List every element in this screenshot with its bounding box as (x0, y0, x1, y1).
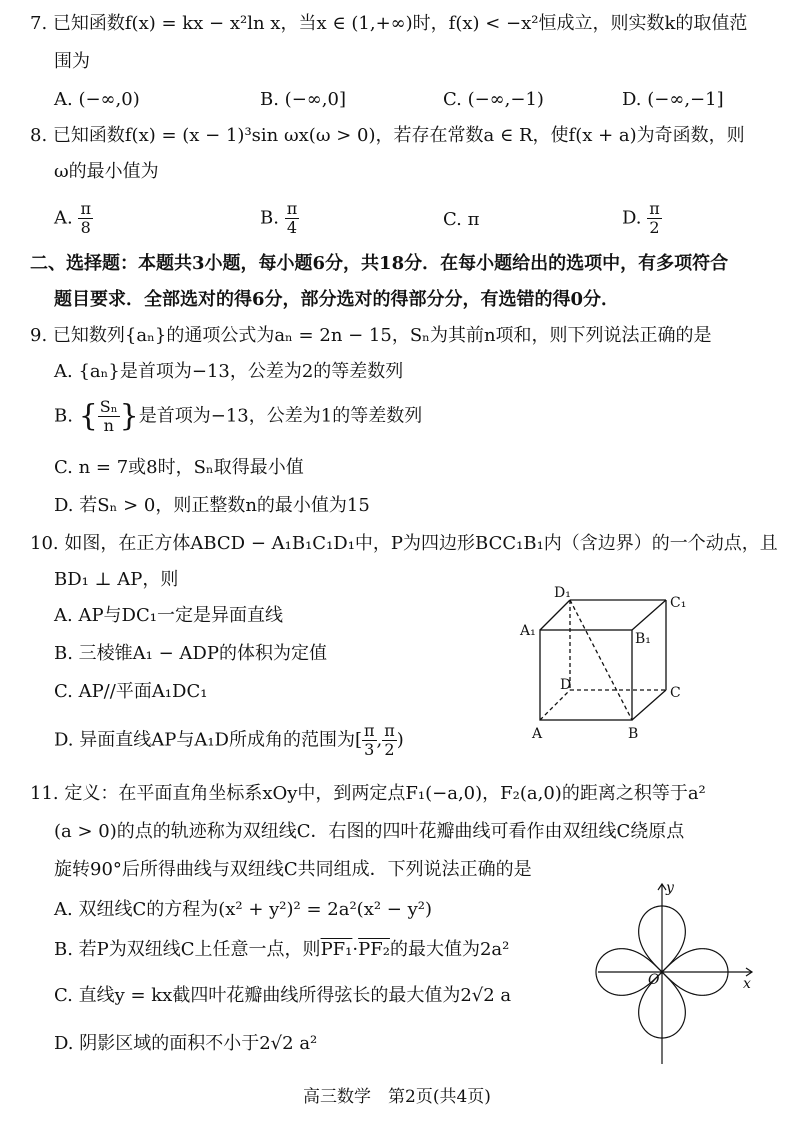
q9-left-brace: { (78, 398, 98, 434)
q11-stem-line3: 旋转90°后所得曲线与双纽线C共同组成．下列说法正确的是 (54, 859, 532, 880)
q9-right-brace: } (119, 398, 139, 434)
cube-label-d1: D₁ (554, 585, 571, 601)
section-2-heading-line2: 题目要求．全部选对的得6分，部分选对的得部分分，有选错的得0分． (54, 289, 620, 310)
q10-option-d-fraction-2: $\frac{\pi}{2}$ (384, 721, 395, 759)
q8-option-b: B. $\frac{\pi}{4}$ (260, 199, 298, 237)
q11-option-b: B. 若P为双纽线C上任意一点，则PF₁·PF₂的最大值为2a² (54, 939, 510, 960)
q11-stem-line2: (a > 0)的点的轨迹称为双纽线C．右图的四叶花瓣曲线可看作由双纽线C绕原点 (54, 821, 685, 842)
q7-stem-line1: 7. 已知函数f(x) = kx − x²ln x，当x ∈ (1,+∞)时，f(x) < −x²恒成立，则实数k的取值范 (30, 13, 748, 34)
q7-stem-line2: 围为 (54, 51, 90, 72)
q7-option-b: B. (−∞,0] (260, 89, 346, 110)
q11-vector-pf2: PF₂ (358, 939, 390, 960)
cube-edge-b1c1 (632, 600, 666, 630)
q11-option-c: C. 直线y = kx截四叶花瓣曲线所得弦长的最大值为2√2 a (54, 985, 512, 1006)
cube-edge-a1d1 (540, 600, 570, 630)
q9-option-b-fraction: $\frac{\text{Sₙ}}{n}$ (99, 397, 118, 435)
q9-option-d: D. 若Sₙ > 0，则正整数n的最小值为15 (54, 495, 370, 516)
cube-label-b: B (628, 726, 639, 742)
q11-stem-line1: 11. 定义：在平面直角坐标系xOy中，到两定点F₁(−a,0)，F₂(a,0)的距离之积等于a² (30, 783, 706, 804)
q10-stem-line2: BD₁ ⊥ AP，则 (54, 569, 179, 590)
page-footer: 高三数学 第2页(共4页) (303, 1087, 491, 1107)
cube-label-a1: A₁ (520, 623, 536, 639)
q9-option-c: C. n = 7或8时，Sₙ取得最小值 (54, 457, 304, 478)
cube-label-a: A (532, 726, 543, 742)
q8-option-c: C. π (443, 209, 480, 230)
cube-label-c: C (670, 685, 681, 701)
cube-label-b1: B₁ (635, 631, 651, 647)
q10-option-d-fraction-1: $\frac{\pi}{3}$ (364, 721, 375, 759)
axis-label-y: y (666, 880, 674, 896)
axis-label-x: x (743, 976, 751, 992)
cube-diagonal-bd1 (570, 600, 632, 720)
q11-vector-pf1: PF₁ (320, 939, 353, 960)
q7-option-a: A. (−∞,0) (54, 89, 140, 110)
q8-option-a: A. $\frac{\pi}{8}$ (54, 199, 91, 237)
q8-option-d: D. $\frac{\pi}{2}$ (622, 199, 660, 237)
cube-front-face (540, 630, 632, 720)
four-petal-curve-figure (592, 878, 762, 1068)
q7-option-d: D. (−∞,−1] (622, 89, 724, 110)
cube-hidden-edge-ad (540, 690, 570, 720)
q10-option-d: D. 异面直线AP与A₁D所成角的范围为[ $\frac{\pi}{3}$ , $\frac{\pi}{2}$ ) (54, 721, 404, 759)
q7-option-c: C. (−∞,−1) (443, 89, 544, 110)
cube-label-c1: C₁ (670, 595, 687, 611)
q10-option-a: A. AP与DC₁一定是异面直线 (54, 605, 283, 626)
q8-option-b-fraction: $\frac{\pi}{4}$ (286, 199, 298, 237)
q10-option-c: C. AP//平面A₁DC₁ (54, 681, 208, 702)
q8-option-a-fraction: $\frac{\pi}{8}$ (80, 199, 91, 237)
q11-option-d: D. 阴影区域的面积不小于2√2 a² (54, 1033, 318, 1054)
q8-stem-line1: 8. 已知函数f(x) = (x − 1)³sin ωx(ω > 0)，若存在常数a ∈ R，使f(x + a)为奇函数，则 (30, 125, 745, 146)
q9-option-b: B. { $\frac{\text{Sₙ}}{n}$ }是首项为−13，公差为1的等差数列 (54, 397, 423, 435)
cube-label-d: D (560, 677, 572, 693)
q11-option-a: A. 双纽线C的方程为(x² + y²)² = 2a²(x² − y²) (54, 899, 432, 920)
cube-edge-bc (632, 690, 666, 720)
q8-stem-line2: ω的最小值为 (54, 161, 159, 182)
origin-label: O (648, 972, 660, 988)
cube-figure (510, 585, 695, 745)
q10-option-b: B. 三棱锥A₁ − ADP的体积为定值 (54, 643, 327, 664)
q10-stem-line1: 10. 如图，在正方体ABCD − A₁B₁C₁D₁中，P为四边形BCC₁B₁内（含边界）的一个动点，且 (30, 533, 778, 554)
section-2-heading-line1: 二、选择题：本题共3小题，每小题6分，共18分．在每小题给出的选项中，有多项符合 (30, 253, 729, 274)
q8-option-d-fraction: $\frac{\pi}{2}$ (649, 199, 660, 237)
q9-option-a: A. {aₙ}是首项为−13，公差为2的等差数列 (54, 361, 404, 382)
q9-stem: 9. 已知数列{aₙ}的通项公式为aₙ = 2n − 15，Sₙ为其前n项和，则下列说法正确的是 (30, 325, 712, 346)
